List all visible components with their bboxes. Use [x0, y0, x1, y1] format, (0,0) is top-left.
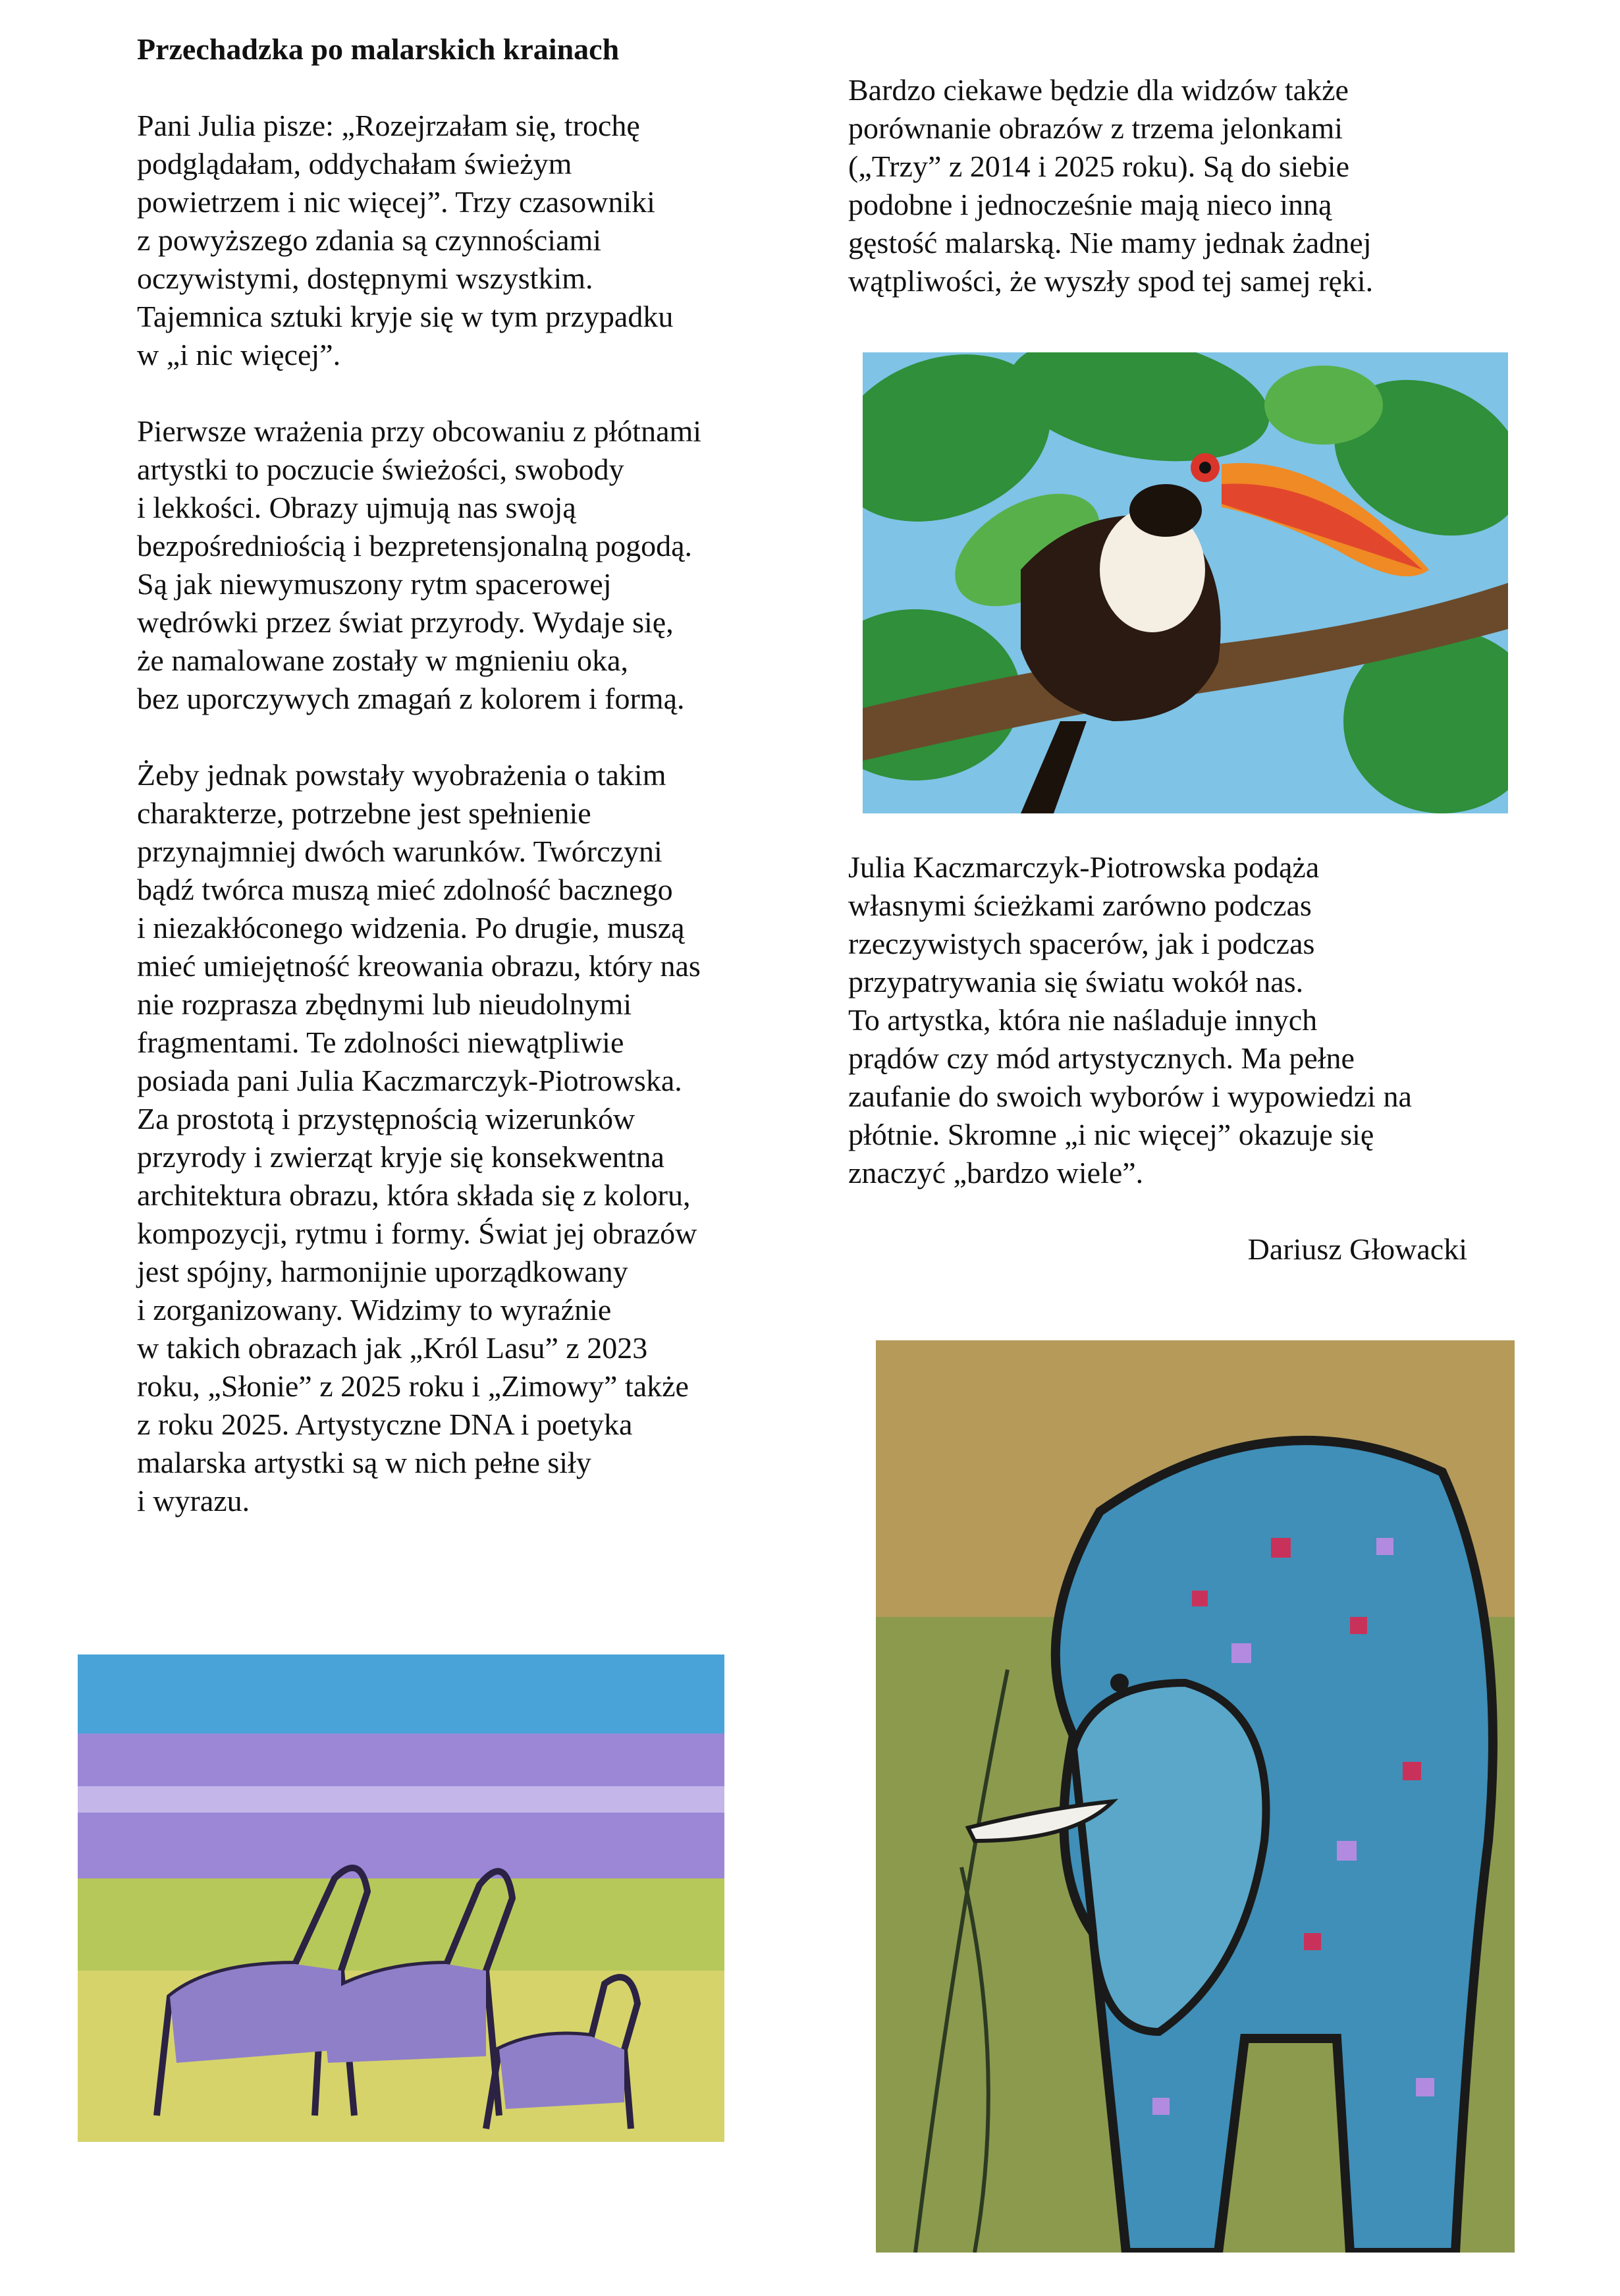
left-paragraph-1: Pani Julia pisze: „Rozejrzałam się, trochę podglądałam, oddychałam świeżym powietrzem i nic więcej”. Trzy czasowniki z powyższego zdania są czynnościami oczywistymi, dostępnymi wszystkim. Tajemnica sztuki kryje się w tym przypadku w „i nic więcej”.: [137, 109, 674, 371]
left-paragraph-3: Żeby jednak powstały wyobrażenia o takim charakterze, potrzebne jest spełnienie przynajmniej dwóch warunków. Twórczyni bądź twórca muszą mieć zdolność bacznego i niezakłóconego widzenia. Po drugie, muszą mieć umiejętność kreowania obrazu, który nas nie rozprasza zbędnymi lub nieudolnymi fragmentami. Te zdolności niewątpliwie posiada pani Julia Kaczmarczyk-Piotrowska. Za prostotą i przystępnością wizerunków przyrody i zwierząt kryje się konsekwentna architektura obrazu, która składa się z koloru, kompozycji, rytmu i formy. Świat jej obrazów jest spójny, harmonijnie uporządkowany i zorganizowany. Widzimy to wyraźnie w takich obrazach jak „Król Lasu” z 2023 roku, „Słonie” z 2025 roku i „Zimowy” także z roku 2025. Artystyczne DNA i poetyka malarska artystki są w nich pełne siły i wyrazu.: [137, 758, 701, 1517]
left-column: [137, 30, 796, 1520]
right-paragraph-1: Bardzo ciekawe będzie dla widzów także porównanie obrazów z trzema jelonkami („Trzy” z 2014 i 2025 roku). Są do siebie podobne i jednocześnie mają nieco inną gęstość malarską. Nie mamy jednak żadnej wątpliwości, że wyszły spod tej samej ręki.: [848, 73, 1374, 298]
toucan-painting: [863, 352, 1508, 813]
left-paragraph-2: Pierwsze wrażenia przy obcowaniu z płótnami artystki to poczucie świeżości, swobody i lekkości. Obrazy ujmują nas swoją bezpośredniością i bezpretensjonalną pogodą. Są jak niewymuszony rytm spacerowej wędrówki przez świat przyrody. Wydaje się, że namalowane zostały w mgnieniu oka, bez uporczywych zmagań z kolorem i formą.: [137, 414, 702, 715]
author-signature: Dariusz Głowacki: [1247, 1232, 1467, 1266]
right-column-top: [848, 71, 1507, 300]
right-column-bottom: [848, 848, 1507, 1269]
article-title: Przechadzka po malarskich krainach: [137, 32, 620, 66]
right-paragraph-2: Julia Kaczmarczyk-Piotrowska podąża własnymi ścieżkami zarówno podczas rzeczywistych spacerów, jak i podczas przypatrywania się światu wokół nas. To artystka, która nie naśladuje innych prądów czy mód artystycznych. Ma pełne zaufanie do swoich wyborów i wypowiedzi na płótnie. Skromne „i nic więcej” okazuje się znaczyć „bardzo wiele”.: [848, 850, 1412, 1189]
deer-painting: [78, 1654, 724, 2142]
elephant-painting: [876, 1340, 1515, 2253]
